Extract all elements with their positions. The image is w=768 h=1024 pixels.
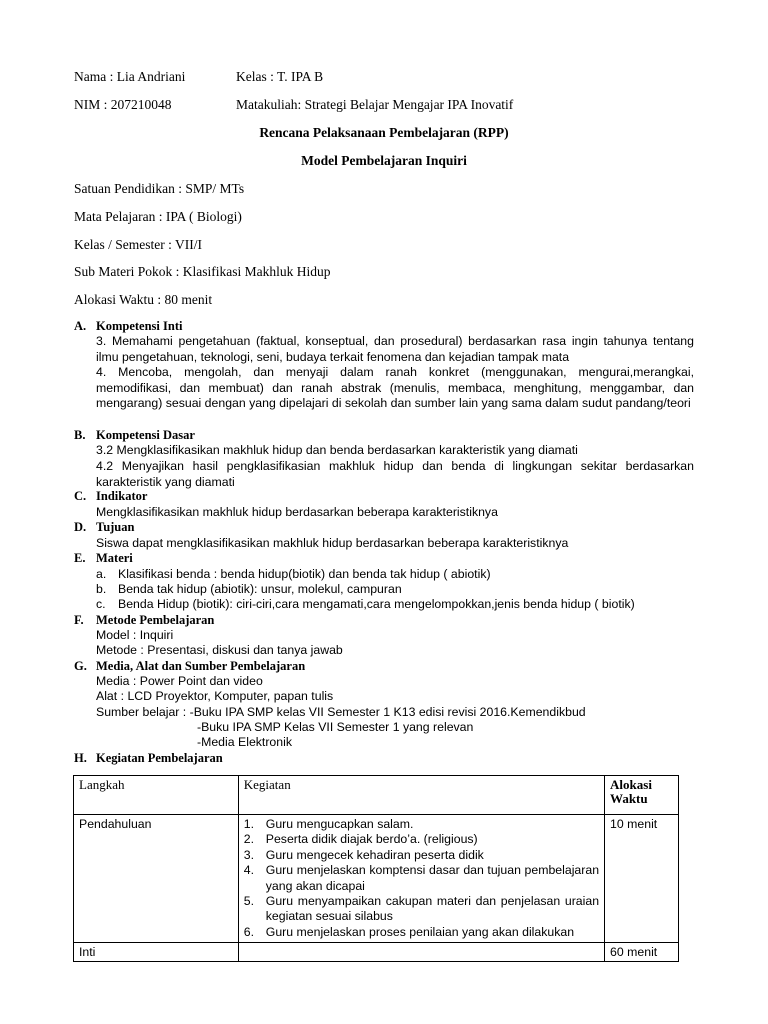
section-e-heading (74, 551, 133, 566)
section-letter: H. (74, 751, 87, 765)
materi-item-text: Benda Hidup (biotik): ciri-ciri,cara mengamati,cara mengelompokkan,jenis benda hidup ( biotik) (118, 597, 635, 611)
student-nim: NIM : 207210048 (74, 97, 172, 112)
section-letter: F. (74, 613, 84, 627)
section-title: Kegiatan Pembelajaran (96, 751, 223, 765)
list-item (244, 848, 599, 863)
step-text: Guru mengucapkan salam. (265, 817, 414, 831)
section-a-paragraph-2: 4. Mencoba, mengolah, dan menyaji dalam ranah konkret (menggunakan, mengurai,merangkai, memodifikasi, dan membuat) dan ranah abstrak (menulis, membaca, menghitung, menggambar, dan mengarang) sesuai dengan yang dipelajari di sekolah dan sumber lain yang sama dalam sudut pandang/teori (96, 365, 694, 411)
step-number: 1. (243, 817, 255, 831)
step-number: 2. (243, 832, 255, 847)
cell-kegiatan (238, 943, 604, 962)
section-a-paragraph-1: 3. Memahami pengetahuan (faktual, konseptual, dan prosedural) berdasarkan rasa ingin tahunya tentang ilmu pengetahuan, teknologi, seni, budaya terkait fenomena dan kejadian tampak mata (96, 334, 694, 364)
step-number: 3. (243, 847, 255, 862)
list-item (244, 863, 599, 894)
kegiatan-steps (244, 817, 599, 940)
materi-item (96, 567, 491, 583)
meta-submateri: Sub Materi Pokok : Klasifikasi Makhluk Hidup (74, 264, 331, 279)
meta-alokasi: Alokasi Waktu : 80 menit (74, 292, 213, 307)
materi-item-letter: c. (96, 597, 106, 611)
materi-item-text: Klasifikasi benda : benda hidup(biotik) dan benda tak hidup ( abiotik) (118, 567, 491, 581)
media-line: Media : Power Point dan video (96, 674, 263, 688)
step-text: Guru mengecek kehadiran peserta didik (265, 847, 484, 862)
meta-satuan: Satuan Pendidikan : SMP/ MTs (74, 181, 245, 196)
cell-alokasi: 60 menit (605, 943, 679, 962)
section-c-paragraph: Mengklasifikasikan makhluk hidup berdasarkan beberapa karakteristiknya (96, 505, 498, 519)
step-text: Guru menjelaskan komptensi dasar dan tujuan pembelajaran yang akan dicapai (265, 863, 600, 893)
step-text: Peserta didik diajak berdo’a. (religious) (265, 832, 478, 847)
section-title: Metode Pembelajaran (96, 613, 215, 627)
section-letter: A. (74, 319, 87, 333)
step-number: 6. (243, 924, 255, 939)
list-item (244, 925, 599, 940)
metode-model: Model : Inquiri (96, 628, 174, 642)
section-letter: B. (74, 428, 86, 442)
header-langkah: Langkah (74, 776, 239, 815)
section-d-heading (74, 520, 134, 535)
section-b-heading (74, 428, 195, 443)
section-title: Media, Alat dan Sumber Pembelajaran (96, 659, 306, 673)
list-item (244, 817, 599, 832)
header-alokasi: Alokasi Waktu (605, 776, 679, 815)
section-c-heading (74, 489, 147, 504)
document-title: Rencana Pelaksanaan Pembelajaran (RPP) (259, 125, 509, 140)
step-text: Guru menjelaskan proses penilaian yang akan dilakukan (265, 924, 575, 939)
section-letter: C. (74, 489, 87, 503)
section-b-paragraph-1: 3.2 Mengklasifikasikan makhluk hidup dan benda berdasarkan karakteristik yang diamati (96, 443, 578, 457)
cell-langkah: Inti (74, 943, 239, 962)
header-kegiatan: Kegiatan (238, 776, 604, 815)
materi-item-text: Benda tak hidup (abiotik): unsur, molekul, campuran (118, 582, 402, 596)
table-header-row (74, 776, 679, 815)
sumber-line-1: Sumber belajar : -Buku IPA SMP kelas VII Semester 1 K13 edisi revisi 2016.Kemendikbud (96, 705, 586, 719)
section-g-heading (74, 659, 305, 674)
metode-metode: Metode : Presentasi, diskusi dan tanya jawab (96, 643, 343, 657)
materi-item-letter: b. (96, 582, 107, 596)
course-name: Matakuliah: Strategi Belajar Mengajar IPA Inovatif (236, 97, 514, 112)
section-title: Kompetensi Dasar (96, 428, 195, 442)
table-row (74, 943, 679, 962)
sumber-line-2: -Buku IPA SMP Kelas VII Semester 1 yang relevan (197, 720, 474, 734)
section-letter: E. (74, 551, 86, 565)
cell-langkah: Pendahuluan (74, 815, 239, 943)
cell-alokasi: 10 menit (605, 815, 679, 943)
alat-line: Alat : LCD Proyektor, Komputer, papan tulis (96, 689, 334, 703)
section-h-heading (74, 751, 223, 766)
meta-mapel: Mata Pelajaran : IPA ( Biologi) (74, 209, 242, 224)
materi-item (96, 582, 402, 598)
student-name: Nama : Lia Andriani (74, 69, 186, 84)
student-class: Kelas : T. IPA B (236, 69, 324, 84)
step-number: 5. (243, 894, 255, 909)
section-b-paragraph-2: 4.2 Menyajikan hasil pengklasifikasian makhluk hidup dan benda di lingkungan sekitar berdasarkan karakteristik yang diamati (96, 459, 694, 489)
section-title: Tujuan (96, 520, 135, 534)
list-item (244, 894, 599, 925)
sumber-line-3: -Media Elektronik (197, 735, 292, 749)
section-a-heading (74, 319, 182, 334)
cell-kegiatan (238, 815, 604, 943)
section-title: Indikator (96, 489, 148, 503)
section-f-heading (74, 613, 214, 628)
list-item (244, 832, 599, 847)
section-d-paragraph: Siswa dapat mengklasifikasikan makhluk hidup berdasarkan beberapa karakteristiknya (96, 536, 569, 550)
meta-kelas: Kelas / Semester : VII/I (74, 237, 202, 252)
step-text: Guru menyampaikan cakupan materi dan penjelasan uraian kegiatan sesuai silabus (265, 894, 600, 924)
step-number: 4. (243, 863, 255, 878)
section-letter: G. (74, 659, 87, 673)
document-subtitle: Model Pembelajaran Inquiri (301, 153, 467, 168)
section-letter: D. (74, 520, 87, 534)
section-title: Materi (96, 551, 133, 565)
kegiatan-table (73, 775, 679, 962)
section-title: Kompetensi Inti (96, 319, 183, 333)
materi-item (96, 597, 635, 613)
table-row (74, 815, 679, 943)
materi-item-letter: a. (96, 567, 107, 581)
